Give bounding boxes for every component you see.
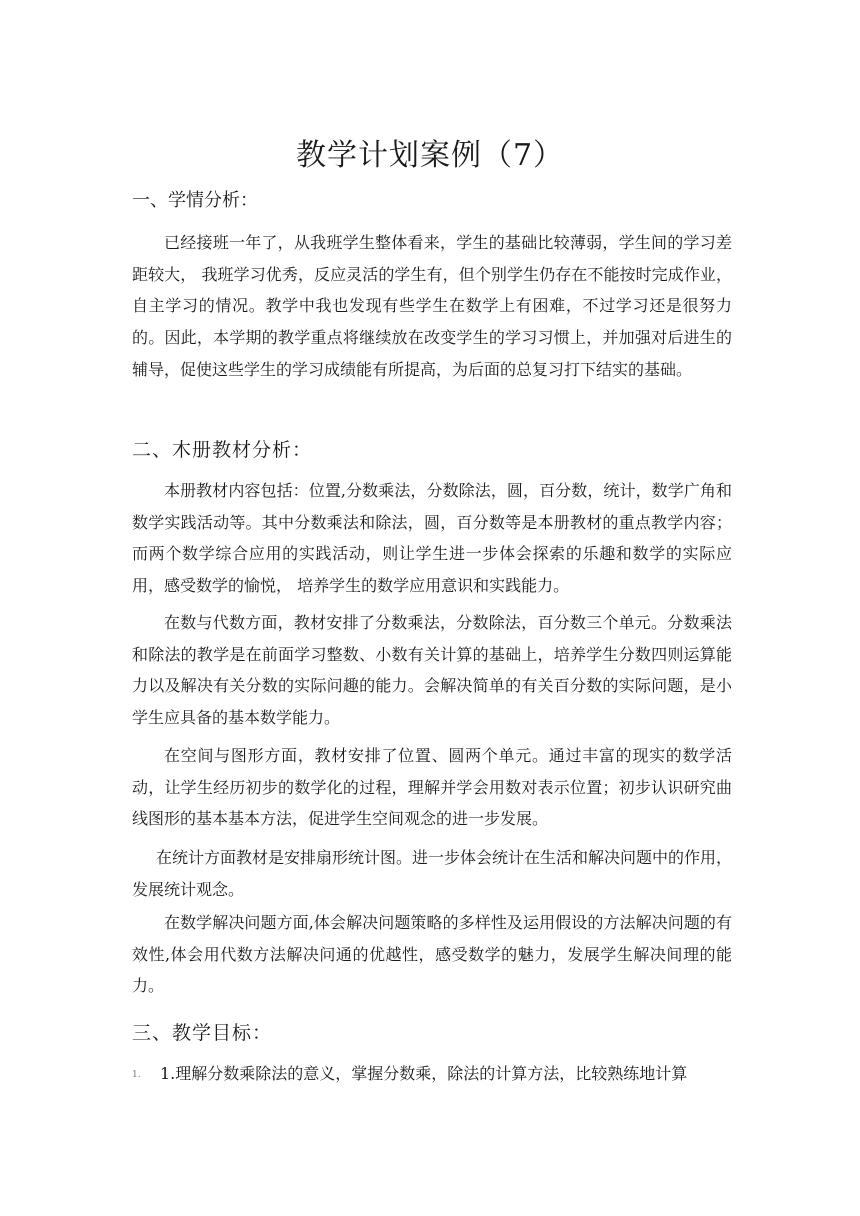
paragraph-text: 已经接班一年了，从我班学生整体看来，学生的基础比较薄弱，学生间的学习差距较大， 我班学习优秀，反应灵活的学生有，但个别学生仍存在不能按时完成作业，自主学习的情况。教学中我也发现有些学生在数学上有困难，不过学习还是很努力的。因此，本学期的教学重点将继续放在改变学生的学习习惯上，并加强对后进生的辅导，促使这些学生的学习成绩能有所提高，为后面的总复习打下结实的基础。 <box>132 233 732 379</box>
learning-analysis-paragraph <box>132 227 732 386</box>
document-title: 教学计划案例（7） <box>295 138 565 173</box>
paragraph-text: 在统计方面教材是安排扇形统计图。进一步体会统计在生活和解决问题中的作用，发展统计观念。 <box>132 848 733 899</box>
problem-solving-paragraph <box>132 907 732 1002</box>
list-marker: 1. <box>132 1069 141 1080</box>
section-heading-learning-analysis: 一、学情分析： <box>132 190 258 211</box>
paragraph-text: 在数与代数方面，教材安排了分数乘法，分数除法，百分数三个单元。分数乘法和除法的教学是在前面学习整数、小数有关计算的基础上，培养学生分数四则运算能力以及解决有关分数的实际问趣的能力。会解决简单的有关百分数的实际问题，是小学生应具备的基本数学能力。 <box>132 613 732 728</box>
list-item-text: 1.理解分数乘除法的意义，掌握分数乘，除法的计算方法，比较熟练地计算 <box>160 1064 688 1083</box>
statistics-paragraph <box>132 842 732 905</box>
number-algebra-paragraph <box>132 607 732 734</box>
textbook-content-paragraph <box>132 475 732 602</box>
section-heading-teaching-goals: 三、教学目标： <box>132 1022 273 1044</box>
paragraph-text: 在数学解决问题方面,体会解决问题策略的多样性及运用假设的方法解决问题的有效性,体会用代数方法解决问通的优越性，感受数学的魅力，发展学生解决间理的能力。 <box>132 913 732 996</box>
paragraph-text: 在空间与图形方面，教材安排了位置、圆两个单元。通过丰富的现实的数学活动，让学生经历初步的数学化的过程，理解并学会用数对表示位置；初步认识研究曲线图形的基本基本方法，促进学生空间观念的进一步发展。 <box>132 746 732 829</box>
goal-list-item <box>132 1059 732 1090</box>
space-geometry-paragraph <box>132 740 732 835</box>
section-heading-textbook-analysis: 二、木册教材分析： <box>132 439 313 461</box>
paragraph-text: 本册教材内容包括：位置,分数乘法，分数除法，圆，百分数，统计，数学广角和数学实践活动等。其中分数乘法和除法，圆，百分数等是本册教材的重点教学内容；而两个数学综合应用的实践活动，则让学生进一步体会探索的乐趣和数学的实际应用，感受数学的愉悦， 培养学生的数学应用意识和实践能力。 <box>132 481 732 596</box>
